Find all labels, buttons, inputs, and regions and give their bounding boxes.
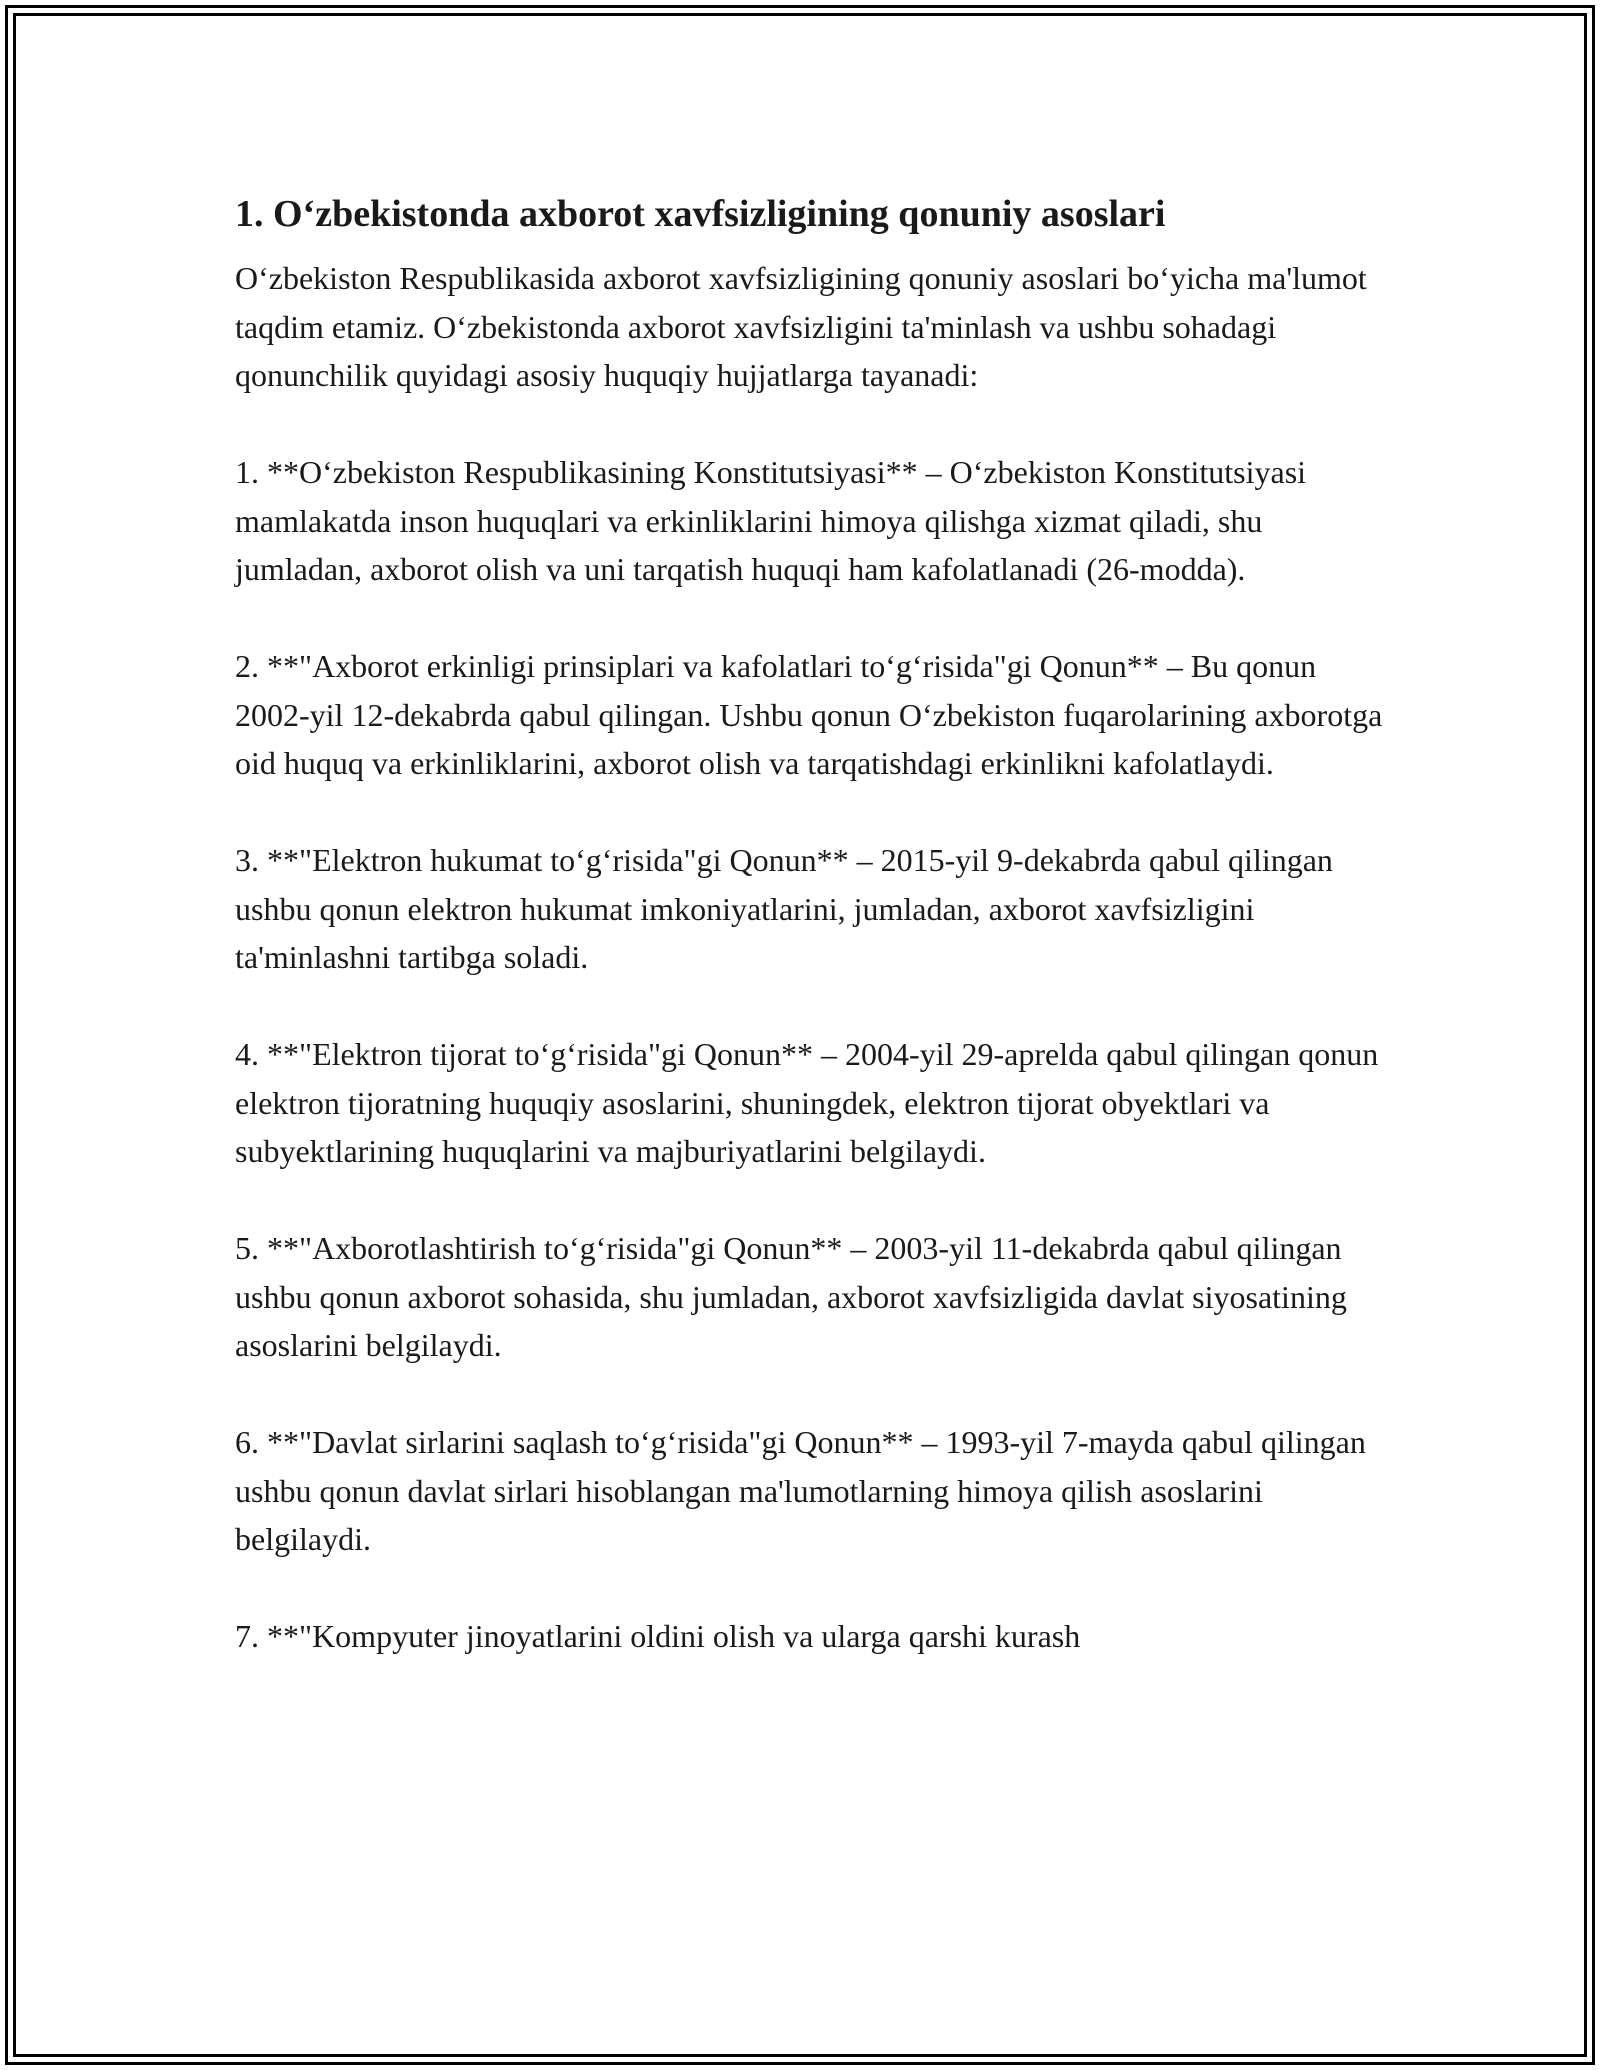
list-item-constitution: 1. **O‘zbekiston Respublikasining Konstitutsiyasi** – O‘zbekiston Konstitutsiyasi mamlakatda inson huquqlari va erkinliklarini himoya qilishga xizmat qiladi, shu jumladan, axborot olish va uni tarqatish huquqi ham kafolatlanadi (26-modda). [235, 454, 1307, 587]
page-title: 1. O‘zbekistonda axborot xavfsizligining qonuniy asoslari [235, 193, 1166, 235]
list-item-informatization-law: 5. **"Axborotlashtirish to‘g‘risida"gi Qonun** – 2003-yil 11-dekabrda qabul qilingan ushbu qonun axborot sohasida, shu jumladan, axborot xavfsizligida davlat siyosatining asoslarini belgilaydi. [235, 1230, 1347, 1363]
list-item-freedom-of-information-law: 2. **"Axborot erkinligi prinsiplari va kafolatlari to‘g‘risida"gi Qonun** – Bu qonun 2002-yil 12-dekabrda qabul qilingan. Ushbu qonun O‘zbekiston fuqarolarining axborotga oid huquq va erkinliklarini, axborot olish va tarqatishdagi erkinlikni kafolatlaydi. [235, 648, 1383, 781]
intro-paragraph: O‘zbekiston Respublikasida axborot xavfsizligining qonuniy asoslari bo‘yicha ma'lumot taqdim etamiz. O‘zbekistonda axborot xavfsizligini ta'minlash va ushbu sohadagi qonunchilik quyidagi asosiy huquqiy hujjatlarga tayanadi: [235, 260, 1367, 393]
list-item-e-government-law: 3. **"Elektron hukumat to‘g‘risida"gi Qonun** – 2015-yil 9-dekabrda qabul qilingan ushbu qonun elektron hukumat imkoniyatlarini, jumladan, axborot xavfsizligini ta'minlashni tartibga soladi. [235, 842, 1333, 975]
list-item-state-secrets-law: 6. **"Davlat sirlarini saqlash to‘g‘risida"gi Qonun** – 1993-yil 7-mayda qabul qilingan ushbu qonun davlat sirlari hisoblangan ma'lumotlarning himoya qilish asoslarini belgilaydi. [235, 1424, 1366, 1557]
list-item-computer-crimes-law: 7. **"Kompyuter jinoyatlarini oldini olish va ularga qarshi kurash [235, 1618, 1081, 1654]
document-body [235, 186, 1385, 1709]
list-item-e-commerce-law: 4. **"Elektron tijorat to‘g‘risida"gi Qonun** – 2004-yil 29-aprelda qabul qilingan qonun elektron tijoratning huquqiy asoslarini, shuningdek, elektron tijorat obyektlari va subyektlarining huquqlarini va majburiyatlarini belgilaydi. [235, 1036, 1379, 1169]
